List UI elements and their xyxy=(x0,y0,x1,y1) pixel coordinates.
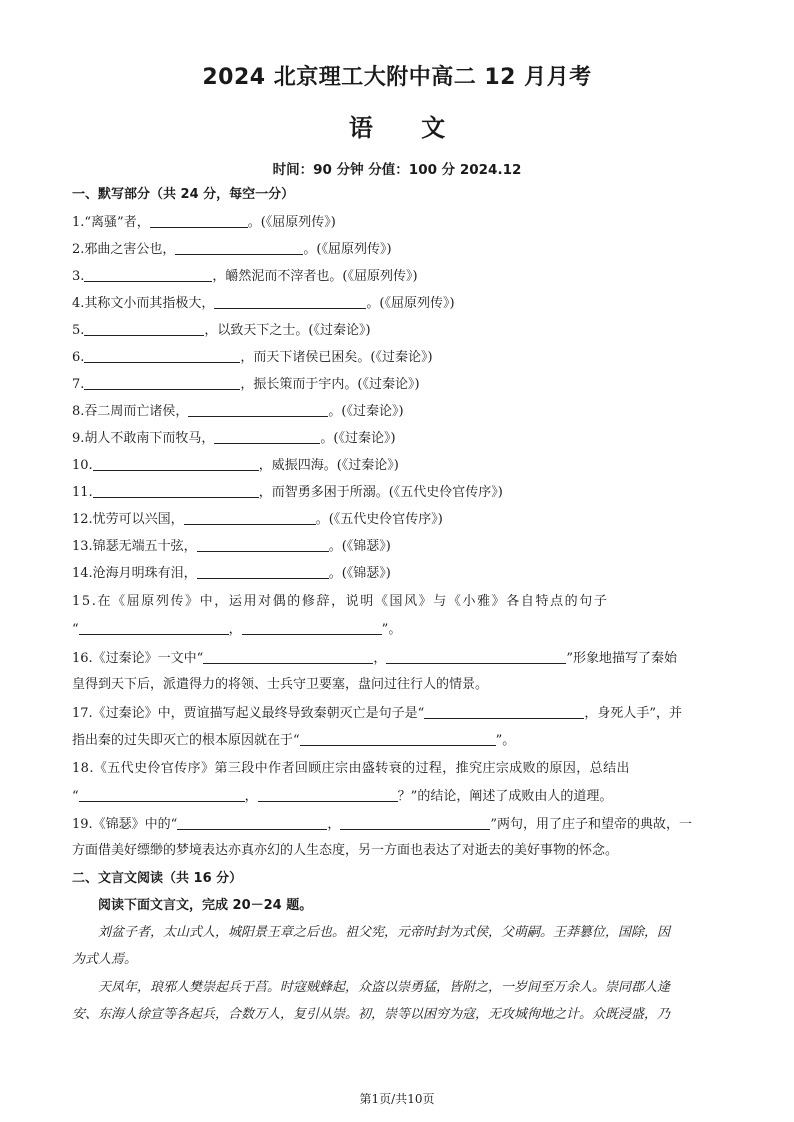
answer-blank[interactable] xyxy=(84,267,212,282)
question-16-line-2: 皇得到天下后，派遣得力的将领、士兵守卫要塞，盘问过往行人的情景。 xyxy=(72,677,489,692)
q15-text-c: ， xyxy=(228,622,242,637)
q9-text-a: 9.胡人不敢南下而牧马， xyxy=(72,431,215,446)
exam-meta: 时间：90 分钟 分值：100 分 2024.12 xyxy=(272,162,522,178)
question-14 xyxy=(72,564,391,583)
answer-blank[interactable] xyxy=(150,213,248,228)
answer-blank[interactable] xyxy=(79,620,229,635)
question-3 xyxy=(72,267,418,286)
answer-blank[interactable] xyxy=(258,787,398,802)
passage-p1-line-2: 为式人焉。 xyxy=(72,952,138,967)
q6-text-a: 6. xyxy=(72,350,85,365)
q15-text-a: 15.在《屈原列传》中，运用对偶的修辞，说明《国风》与《小雅》各自特点的句子 xyxy=(72,594,609,609)
q7-text-a: 7. xyxy=(72,377,85,392)
question-9 xyxy=(72,429,396,448)
answer-blank[interactable] xyxy=(188,402,328,417)
q17-text-d: ”。 xyxy=(495,733,516,748)
q14-text-b: 。(《锦瑟》) xyxy=(328,566,391,581)
q18-text-c: ， xyxy=(244,789,258,804)
answer-blank[interactable] xyxy=(84,348,240,363)
question-4 xyxy=(72,294,455,313)
question-7 xyxy=(72,375,420,394)
passage-p1-line-1: 刘盆子者，太山式人，城阳景王章之后也。祖父宪，元帝时封为式侯，父萌嗣。王莽篡位，国除，因 xyxy=(98,925,671,940)
question-6 xyxy=(72,348,433,367)
q1-text-a: 1.“离骚”者， xyxy=(72,215,150,230)
q19-text-a: 19.《锦瑟》中的“ xyxy=(72,817,178,832)
q19-text-b: ， xyxy=(327,817,341,832)
exam-title: 2024 北京理工大附中高二 12 月月考 xyxy=(202,65,592,90)
q13-text-b: 。(《锦瑟》) xyxy=(328,539,391,554)
q18-text-b: “ xyxy=(72,789,79,804)
answer-blank[interactable] xyxy=(197,564,329,579)
answer-blank[interactable] xyxy=(214,294,366,309)
q11-text-b: ，而智勇多困于所溺。(《五代史伶官传序》) xyxy=(258,485,503,500)
question-16-line-1 xyxy=(72,649,677,668)
passage-p2-line-2: 安、东海人徐宣等各起兵，合数万人，复引从崇。初，崇等以困穷为寇，无攻城徇地之计。众既浸盛，乃 xyxy=(72,1007,671,1022)
question-2 xyxy=(72,240,392,259)
answer-blank[interactable] xyxy=(177,815,327,830)
question-13 xyxy=(72,537,391,556)
q12-text-b: 。(《五代史伶官传序》) xyxy=(315,512,443,527)
reading-intro: 阅读下面文言文，完成 20－24 题。 xyxy=(98,898,313,913)
q4-text-a: 4.其称文小而其指极大， xyxy=(72,296,215,311)
answer-blank[interactable] xyxy=(340,815,490,830)
q16-text-a: 16.《过秦论》一文中“ xyxy=(72,651,204,666)
question-19-line-1 xyxy=(72,815,692,834)
question-19-line-2: 方面借美好缥缈的梦境表达亦真亦幻的人生态度，另一方面也表达了对逝去的美好事物的怀念。 xyxy=(72,843,619,858)
question-5 xyxy=(72,321,371,340)
section1-heading: 一、默写部分（共 24 分，每空一分） xyxy=(72,187,295,202)
question-17-line-1 xyxy=(72,704,682,723)
answer-blank[interactable] xyxy=(424,704,584,719)
question-11 xyxy=(72,483,503,502)
q10-text-b: ，威振四海。(《过秦论》) xyxy=(258,458,399,473)
q10-text-a: 10. xyxy=(72,458,93,473)
question-12 xyxy=(72,510,443,529)
question-15-line-1 xyxy=(72,593,608,611)
q15-text-b: “ xyxy=(72,622,79,637)
q17-text-c: 指出秦的过失即灭亡的根本原因就在于“ xyxy=(72,733,300,748)
question-17-line-2 xyxy=(72,731,515,750)
passage-p2-line-1: 天凤年，琅邪人樊崇起兵于莒。时寇贼蜂起，众盗以崇勇猛，皆附之，一岁间至万余人。崇同郡人逄 xyxy=(98,980,671,995)
exam-subject: 语 文 xyxy=(348,114,446,142)
q16-text-c: ”形象地描写了秦始 xyxy=(566,651,677,666)
q15-text-d: ”。 xyxy=(381,622,402,637)
answer-blank[interactable] xyxy=(242,620,382,635)
q18-text-d: ？”的结论，阐述了成败由人的道理。 xyxy=(397,789,613,804)
q7-text-b: ，振长策而于宇内。(《过秦论》) xyxy=(240,377,420,392)
answer-blank[interactable] xyxy=(197,537,329,552)
question-8 xyxy=(72,402,404,421)
page-number: 第1页/共10页 xyxy=(359,1092,435,1106)
answer-blank[interactable] xyxy=(184,510,316,525)
q13-text-a: 13.锦瑟无端五十弦， xyxy=(72,539,197,554)
q1-text-b: 。(《屈原列传》) xyxy=(247,215,336,230)
q5-text-a: 5. xyxy=(72,323,85,338)
question-1 xyxy=(72,213,336,232)
answer-blank[interactable] xyxy=(386,649,566,664)
question-15-line-2 xyxy=(72,620,401,639)
q9-text-b: 。(《过秦论》) xyxy=(320,431,396,446)
answer-blank[interactable] xyxy=(79,787,245,802)
q8-text-a: 8.吞二周而亡诸侯， xyxy=(72,404,189,419)
q14-text-a: 14.沧海月明珠有泪， xyxy=(72,566,197,581)
q8-text-b: 。(《过秦论》) xyxy=(328,404,404,419)
q12-text-a: 12.忧劳可以兴国， xyxy=(72,512,184,527)
question-18-line-1: 18.《五代史伶官传序》第三段中作者回顾庄宗由盛转衰的过程，推究庄宗成败的原因，总结出 xyxy=(72,761,630,776)
q2-text-a: 2.邪曲之害公也， xyxy=(72,242,176,257)
answer-blank[interactable] xyxy=(93,456,259,471)
q3-text-a: 3. xyxy=(72,269,85,284)
q17-text-a: 17.《过秦论》中，贾谊描写起义最终导致秦朝灭亡是句子是“ xyxy=(72,706,425,721)
answer-blank[interactable] xyxy=(84,375,240,390)
question-10 xyxy=(72,456,399,475)
answer-blank[interactable] xyxy=(93,483,259,498)
q16-text-b: ， xyxy=(373,651,387,666)
answer-blank[interactable] xyxy=(84,321,204,336)
section2-heading: 二、文言文阅读（共 16 分） xyxy=(72,871,243,886)
q2-text-b: 。(《屈原列传》) xyxy=(303,242,392,257)
q5-text-b: ，以致天下之士。(《过秦论》) xyxy=(204,323,371,338)
answer-blank[interactable] xyxy=(300,731,496,746)
q11-text-a: 11. xyxy=(72,485,93,500)
question-18-line-2 xyxy=(72,787,612,806)
q4-text-b: 。(《屈原列传》) xyxy=(366,296,455,311)
answer-blank[interactable] xyxy=(214,429,320,444)
answer-blank[interactable] xyxy=(175,240,303,255)
q19-text-c: ”两句，用了庄子和望帝的典故，一 xyxy=(490,817,692,832)
q6-text-b: ，而天下诸侯已困矣。(《过秦论》) xyxy=(240,350,433,365)
q3-text-b: ，皭然泥而不滓者也。(《屈原列传》) xyxy=(212,269,418,284)
answer-blank[interactable] xyxy=(203,649,373,664)
q17-text-b: ，身死人手”，并 xyxy=(584,706,682,721)
